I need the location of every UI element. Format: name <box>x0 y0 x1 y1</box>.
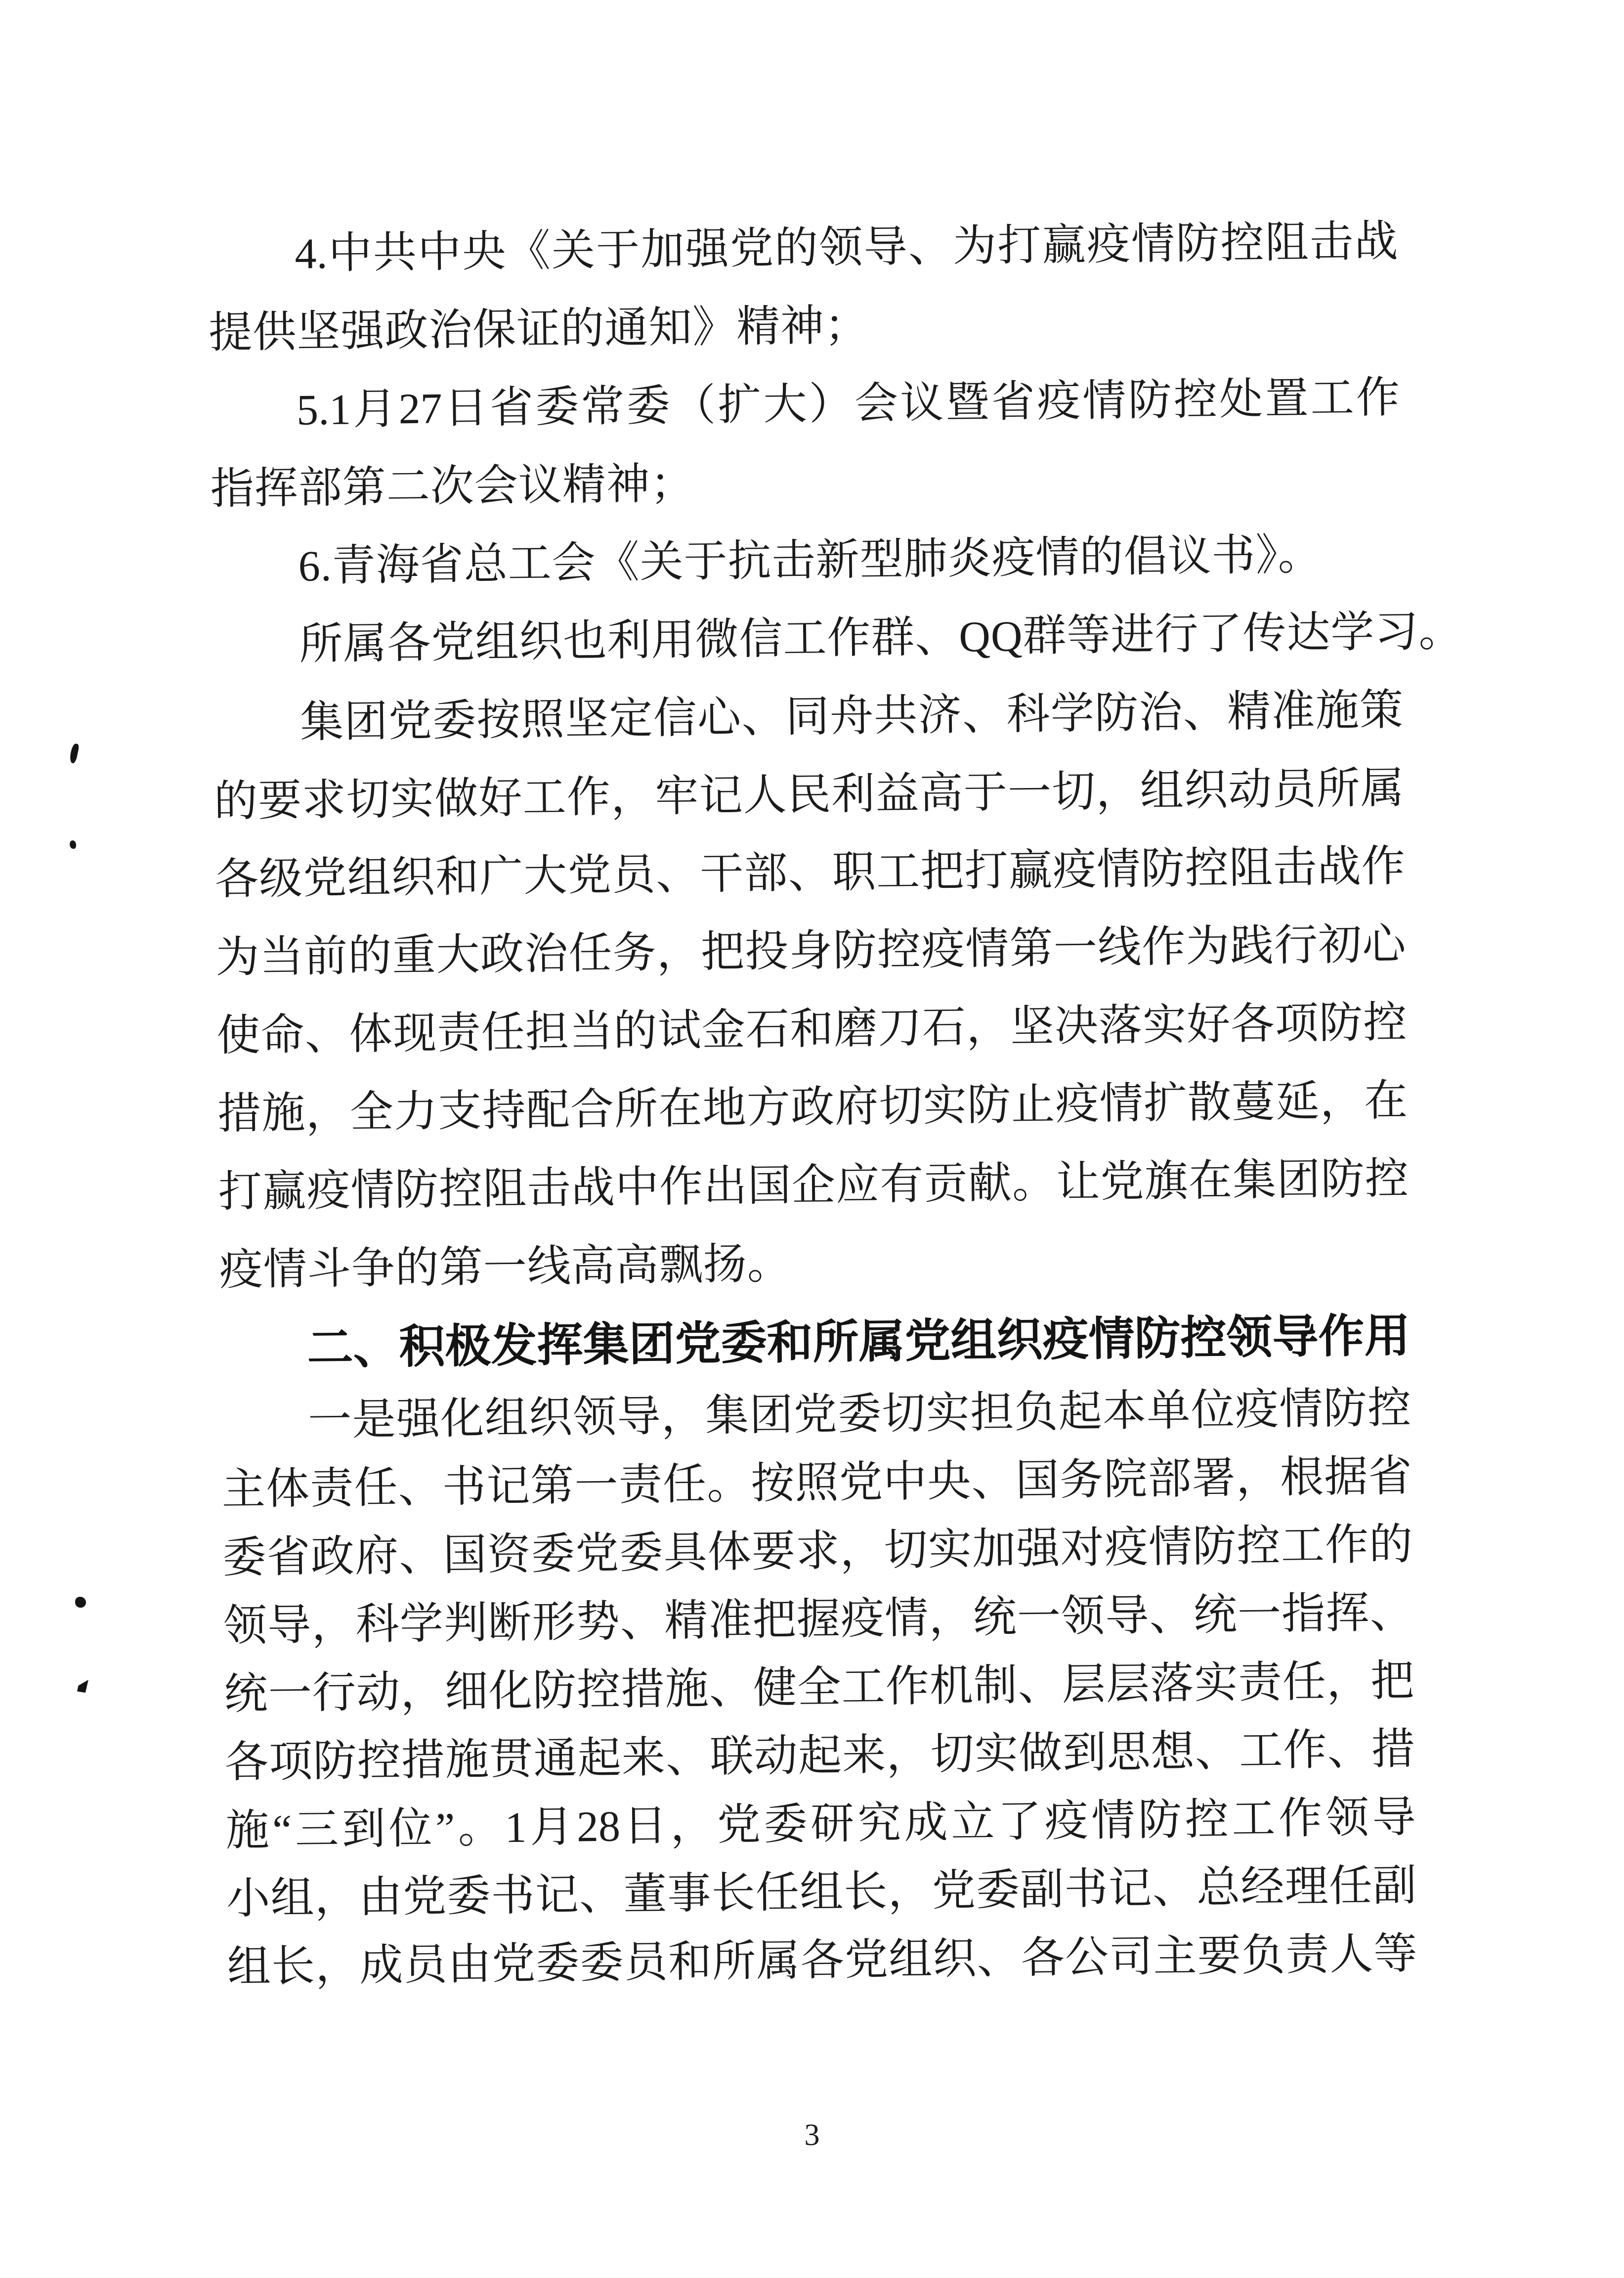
text-line: 为当前的重大政治任务，把投身防控疫情第一线作为践行初心 <box>215 920 1407 982</box>
text-line: 6.青海省总工会《关于抗击新型肺炎疫情的倡议书》。 <box>298 531 1323 591</box>
text-line: 指挥部第二次会议精神； <box>210 460 695 514</box>
text-block-upper <box>208 203 1463 1388</box>
text-line: 集团党委按照坚定信心、同舟共济、科学防治、精准施策 <box>299 686 1404 747</box>
text-line: 各级党组织和广大党员、干部、职工把打赢疫情防控阻击战作 <box>214 842 1406 904</box>
scan-speck <box>77 1680 89 1693</box>
document-text-block <box>208 203 1463 2002</box>
text-line: 统一行动，细化防控措施、健全工作机制、层层落实责任，把 <box>223 1657 1414 1719</box>
section-heading: 二、积极发挥集团党委和所属党组织疫情防控领导作用 <box>306 1310 1411 1374</box>
text-line: 使命、体现责任担当的试金石和磨刀石，坚决落实好各项防控 <box>216 999 1407 1060</box>
text-line: 疫情斗争的第一线高高飘扬。 <box>219 1240 792 1295</box>
text-line: 措施，全力支持配合所在地方政府切实防止疫情扩散蔓延，在 <box>217 1077 1408 1139</box>
text-line: 所属各党组织也利用微信工作群、QQ群等进行了传达学习。 <box>299 608 1463 669</box>
text-line: 提供坚强政治保证的通知》精神； <box>208 302 869 357</box>
scan-speck <box>70 840 76 849</box>
text-line: 委省政府、国资委党委具体要求，切实加强对疫情防控工作的 <box>222 1521 1413 1582</box>
text-line: 打赢疫情防控阻击战中作出国企应有贡献。让党旗在集团防控 <box>218 1155 1409 1217</box>
text-line: 各项防控措施贯通起来、联动起来，切实做到思想、工作、措 <box>224 1725 1415 1787</box>
text-line: 领导，科学判断形势、精准把握疫情，统一领导、统一指挥、 <box>223 1589 1414 1651</box>
text-line: 组长，成员由党委委员和所属各党组织、各公司主要负责人等 <box>227 1930 1418 1992</box>
text-line: 4.中共中央《关于加强党的领导、为打赢疫情防控阻击战 <box>294 218 1398 278</box>
text-line: 主体责任、书记第一责任。按照党中央、国务院部署，根据省 <box>221 1452 1412 1514</box>
scan-speck <box>75 1597 86 1608</box>
text-line: 的要求切实做好工作，牢记人民利益高于一切，组织动员所属 <box>214 764 1405 826</box>
text-line: 一是强化组织领导，集团党委切实担负起本单位疫情防控 <box>307 1384 1411 1445</box>
text-block-lower <box>220 1374 1417 2002</box>
scan-speck <box>69 743 80 764</box>
text-line: 小组，由党委书记、董事长任组长，党委副书记、总经理任副 <box>226 1862 1417 1924</box>
page-number: 3 <box>804 2118 820 2152</box>
text-line: 5.1月27日省委常委（扩大）会议暨省疫情防控处置工作 <box>296 374 1400 435</box>
text-line: 施“三到位”。1月28日，党委研究成立了疫情防控工作领导 <box>225 1794 1416 1855</box>
